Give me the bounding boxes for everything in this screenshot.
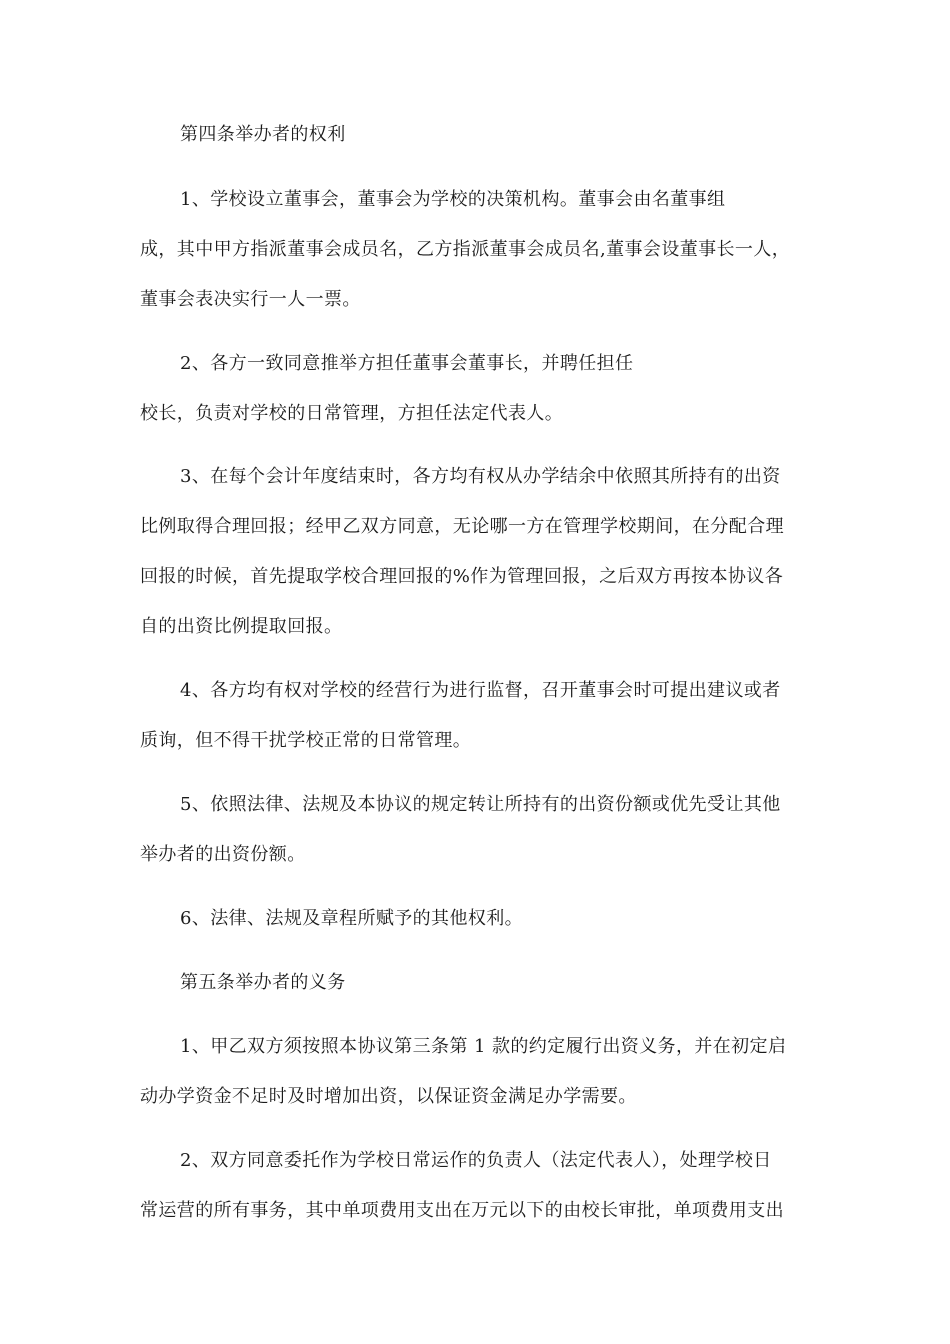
paragraph-line: 3、在每个会计年度结束时，各方均有权从办学结余中依照其所持有的出资 [180,466,781,487]
paragraph-line: 举办者的出资份额。 [140,844,306,865]
paragraph-line: 4、各方均有权对学校的经营行为进行监督，召开董事会时可提出建议或者 [180,680,781,701]
section-heading-article-4: 第四条举办者的权利 [180,124,346,145]
paragraph-line: 动办学资金不足时及时增加出资，以保证资金满足办学需要。 [140,1086,637,1107]
paragraph-line: 1、学校设立董事会，董事会为学校的决策机构。董事会由名董事组 [180,189,726,210]
paragraph-line: 自的出资比例提取回报。 [140,616,343,637]
paragraph-line: 1、甲乙双方须按照本协议第三条第 1 款的约定履行出资义务，并在初定启 [180,1036,787,1057]
paragraph-line: 董事会表决实行一人一票。 [140,289,361,310]
paragraph-line: 回报的时候，首先提取学校合理回报的%作为管理回报，之后双方再按本协议各 [140,566,784,587]
section-heading-article-5: 第五条举办者的义务 [180,972,346,993]
paragraph-line: 成，其中甲方指派董事会成员名，乙方指派董事会成员名,董事会设董事长一人， [140,239,791,260]
paragraph-line: 2、双方同意委托作为学校日常运作的负责人（法定代表人），处理学校日 [180,1150,772,1171]
paragraph-line: 比例取得合理回报；经甲乙双方同意，无论哪一方在管理学校期间，在分配合理 [140,516,784,537]
paragraph-line: 5、依照法律、法规及本协议的规定转让所持有的出资份额或优先受让其他 [180,794,781,815]
paragraph-line: 常运营的所有事务，其中单项费用支出在万元以下的由校长审批，单项费用支出 [140,1200,784,1221]
paragraph-line: 2、各方一致同意推举方担任董事会董事长，并聘任担任 [180,353,634,374]
paragraph-line: 6、法律、法规及章程所赋予的其他权利。 [180,908,524,929]
paragraph-line: 质询，但不得干扰学校正常的日常管理。 [140,730,472,751]
paragraph-line: 校长，负责对学校的日常管理，方担任法定代表人。 [140,403,564,424]
